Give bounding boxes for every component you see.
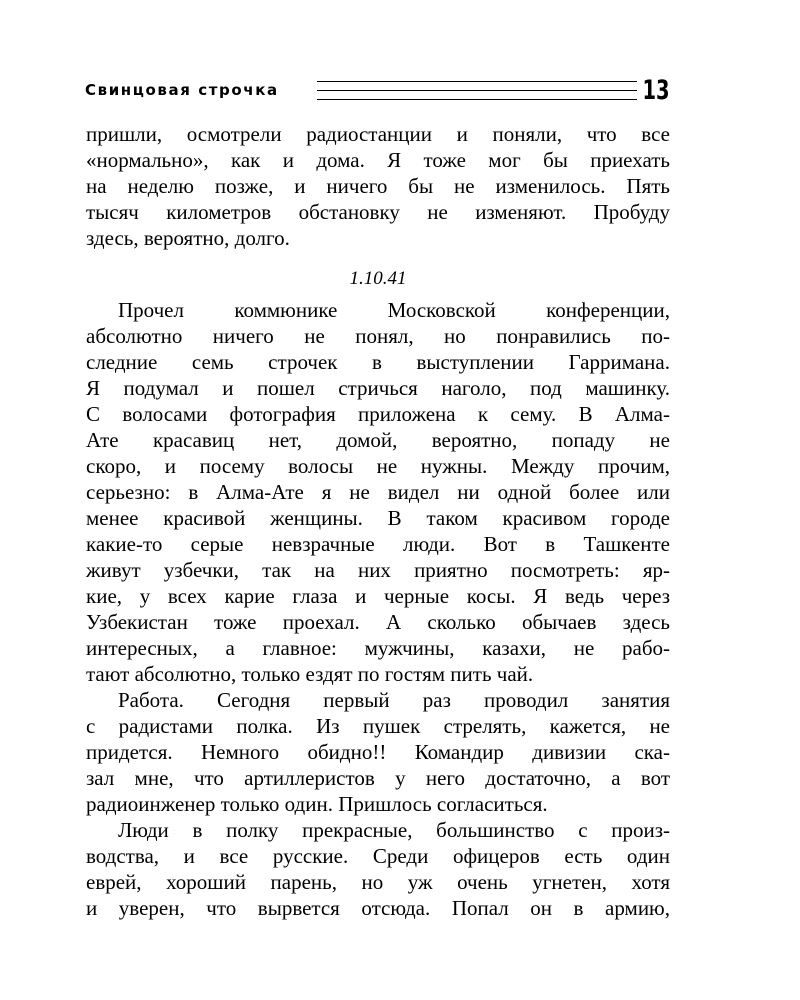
paragraph-4: [86, 817, 670, 921]
text-line: и уверен, что вырвется отсюда. Попал он в армию,: [86, 896, 670, 920]
paragraph-1: [86, 121, 670, 251]
text-line: менее красивой женщины. В таком красивом городе: [86, 506, 670, 530]
text-line: живут узбечки, так на них приятно посмотреть: яр-: [86, 558, 670, 582]
text-line: «нормально», как и дома. Я тоже мог бы приехать: [86, 148, 670, 172]
text-line: тают абсолютно, только ездят по гостям пить чай.: [86, 662, 534, 686]
text-line: придется. Немного обидно!! Командир дивизии ска-: [86, 740, 670, 764]
text-line: еврей, хороший парень, но уж очень угнетен, хотя: [86, 870, 670, 894]
text-line: С волосами фотография приложена к сему. В Алма-: [86, 402, 670, 426]
text-line: кие, у всех карие глаза и черные косы. Я ведь через: [86, 584, 670, 608]
text-line: с радистами полка. Из пушек стрелять, кажется, не: [86, 714, 670, 738]
header-rule: [317, 99, 637, 100]
text-line: следние семь строчек в выступлении Гарримана.: [86, 350, 670, 374]
running-header: [85, 76, 670, 108]
text-line: скоро, и посему волосы не нужны. Между прочим,: [86, 454, 670, 478]
text-line: Узбекистан тоже проехал. А сколько обычаев здесь: [86, 610, 670, 634]
paragraph-2: [86, 297, 670, 687]
text-line: Люди в полку прекрасные, большинство с произ-: [118, 818, 670, 842]
body-text: [86, 121, 670, 921]
text-line: абсолютно ничего не понял, но понравились по-: [86, 324, 670, 348]
text-line: на неделю позже, и ничего бы не изменилось. Пять: [86, 174, 670, 198]
text-line: Я подумал и пошел стричься наголо, под машинку.: [86, 376, 670, 400]
text-line: Ате красавиц нет, домой, вероятно, попаду не: [86, 428, 670, 452]
text-line: здесь, вероятно, долго.: [86, 226, 290, 250]
paragraph-3: [86, 687, 670, 817]
entry-date: 1.10.41: [349, 268, 407, 289]
header-rule: [317, 90, 637, 91]
text-line: серьезно: в Алма-Ате я не видел ни одной более или: [86, 480, 670, 504]
header-rule: [317, 81, 637, 82]
text-line: Прочел коммюнике Московской конференции,: [118, 298, 670, 322]
page-number: 13: [642, 75, 670, 106]
text-line: водства, и все русские. Среди офицеров есть один: [86, 844, 670, 868]
text-line: зал мне, что артиллеристов у него достаточно, а вот: [86, 766, 670, 790]
header-rule-lines: [317, 81, 637, 101]
text-line: интересных, а главное: мужчины, казахи, не рабо-: [86, 636, 670, 660]
running-title: Свинцовая строчка: [85, 81, 279, 99]
text-line: пришли, осмотрели радиостанции и поняли, что все: [86, 122, 670, 146]
text-line: Работа. Сегодня первый раз проводил занятия: [118, 688, 670, 712]
text-line: тысяч километров обстановку не изменяют. Пробуду: [86, 200, 670, 224]
text-line: радиоинженер только один. Пришлось согласиться.: [86, 792, 548, 816]
text-line: какие-то серые невзрачные люди. Вот в Ташкенте: [86, 532, 670, 556]
